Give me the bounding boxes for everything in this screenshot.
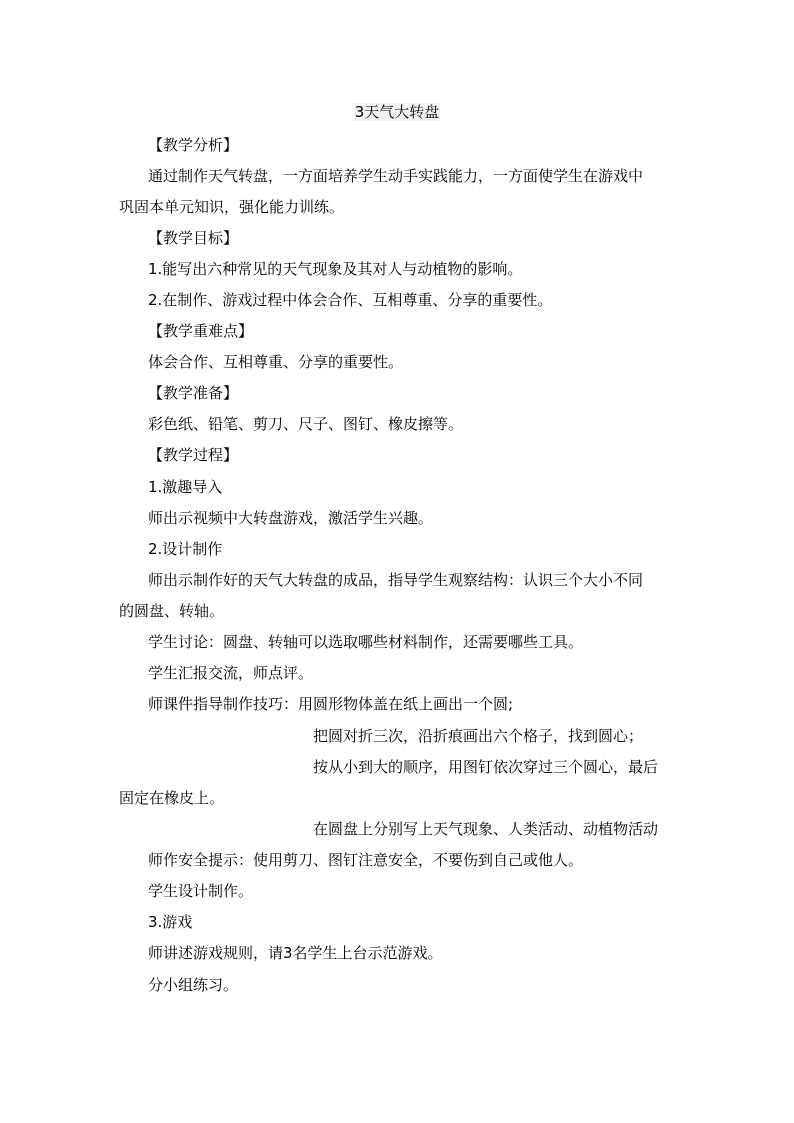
list-item: 2.设计制作 xyxy=(148,540,223,558)
list-item: 1.激趣导入 xyxy=(148,478,223,496)
paragraph-line: 把圆对折三次，沿折痕画出六个格子，找到圆心； xyxy=(313,727,644,745)
paragraph-line: 体会合作、互相尊重、分享的重要性。 xyxy=(148,353,404,371)
paragraph-line: 彩色纸、铅笔、剪刀、尺子、图钉、橡皮擦等。 xyxy=(148,415,464,433)
list-item: 3.游戏 xyxy=(148,913,193,931)
section-heading-key-points: 【教学重难点】 xyxy=(148,322,254,340)
document-title-text: 3天气大转盘 xyxy=(354,103,440,121)
paragraph-line: 按从小到大的顺序，用图钉依次穿过三个圆心，最后 xyxy=(313,758,659,776)
paragraph-line: 通过制作天气转盘，一方面培养学生动手实践能力，一方面使学生在游戏中 xyxy=(148,167,644,185)
paragraph-line: 学生设计制作。 xyxy=(148,882,254,900)
paragraph-line: 师出示视频中大转盘游戏，激活学生兴趣。 xyxy=(148,509,434,527)
list-item: 1.能写出六种常见的天气现象及其对人与动植物的影响。 xyxy=(148,260,523,278)
section-heading-goals: 【教学目标】 xyxy=(148,229,239,247)
paragraph-line: 的圆盘、转轴。 xyxy=(119,602,225,620)
section-heading-analysis: 【教学分析】 xyxy=(148,136,239,154)
paragraph-line: 师讲述游戏规则，请3名学生上台示范游戏。 xyxy=(148,944,443,962)
paragraph-line: 巩固本单元知识，强化能力训练。 xyxy=(119,198,345,216)
paragraph-line: 师作安全提示：使用剪刀、图钉注意安全，不要伤到自己或他人。 xyxy=(148,851,584,869)
paragraph-line: 师课件指导制作技巧：用圆形物体盖在纸上画出一个圆; xyxy=(148,695,514,713)
document-title xyxy=(0,101,794,123)
paragraph-line: 固定在橡皮上。 xyxy=(119,789,225,807)
paragraph-line: 在圆盘上分别写上天气现象、人类活动、动植物活动 xyxy=(313,820,659,838)
paragraph-line: 分小组练习。 xyxy=(148,976,239,994)
paragraph-line: 学生讨论：圆盘、转轴可以选取哪些材料制作，还需要哪些工具。 xyxy=(148,633,584,651)
section-heading-preparation: 【教学准备】 xyxy=(148,384,239,402)
section-heading-process: 【教学过程】 xyxy=(148,446,239,464)
paragraph-line: 学生汇报交流，师点评。 xyxy=(148,664,314,682)
list-item: 2.在制作、游戏过程中体会合作、互相尊重、分享的重要性。 xyxy=(148,291,553,309)
paragraph-line: 师出示制作好的天气大转盘的成品，指导学生观察结构：认识三个大小不同 xyxy=(148,571,644,589)
